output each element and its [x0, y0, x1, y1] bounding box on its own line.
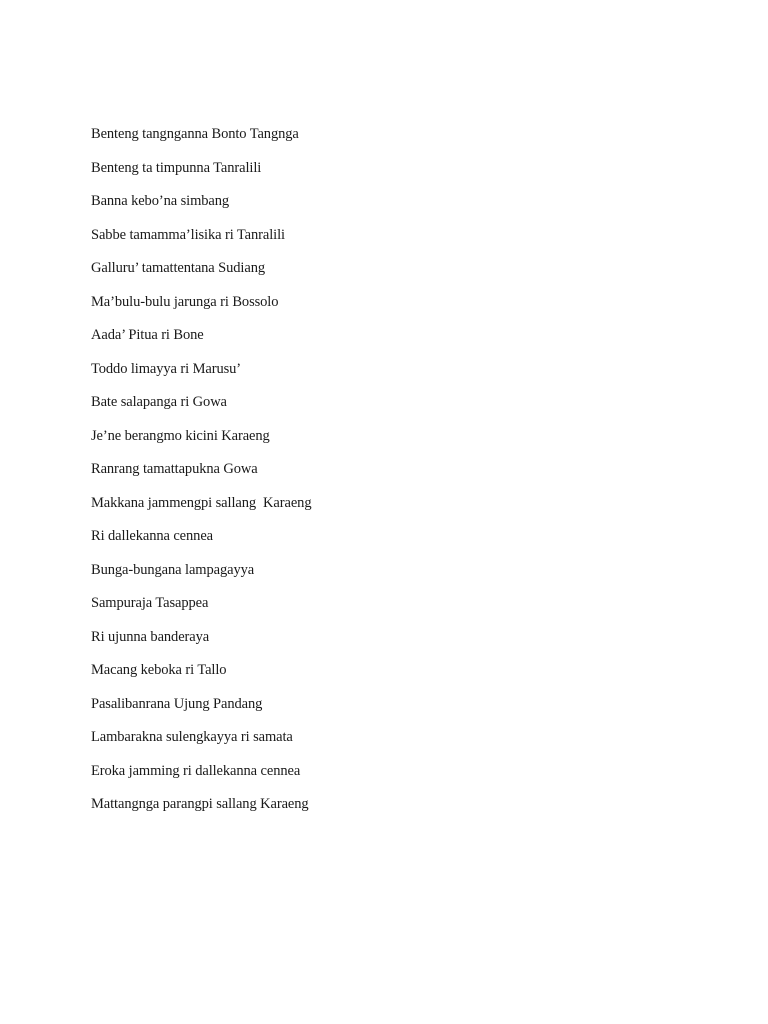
poem-text: [91, 124, 311, 828]
text-line: Galluru’ tamattentana Sudiang: [91, 260, 265, 276]
text-line: Ranrang tamattapukna Gowa: [91, 461, 258, 477]
text-line: Bate salapanga ri Gowa: [91, 394, 227, 410]
text-line: Aada’ Pitua ri Bone: [91, 327, 204, 343]
text-line: Benteng ta timpunna Tanralili: [91, 159, 262, 176]
text-line: Benteng tangnganna Bonto Tangnga: [91, 126, 299, 142]
text-line: Ri dallekanna cennea: [91, 528, 213, 544]
text-line: Banna kebo’na simbang: [91, 193, 230, 209]
text-line: Ma’bulu-bulu jarunga ri Bossolo: [91, 293, 279, 310]
text-line: Macang keboka ri Tallo: [91, 662, 227, 678]
text-line: Ri ujunna banderaya: [91, 628, 210, 645]
text-line: Makkana jammengpi sallang Karaeng: [91, 494, 312, 511]
text-line: Toddo limayya ri Marusu’: [91, 360, 242, 377]
text-line: Pasalibanrana Ujung Pandang: [91, 695, 263, 712]
text-line: Sampuraja Tasappea: [91, 595, 209, 611]
text-line: Mattangnga parangpi sallang Karaeng: [91, 796, 309, 812]
text-line: Lambarakna sulengkayya ri samata: [91, 729, 293, 745]
text-line: Eroka jamming ri dallekanna cennea: [91, 762, 301, 779]
text-line: Je’ne berangmo kicini Karaeng: [91, 427, 270, 444]
text-line: Sabbe tamamma’lisika ri Tanralili: [91, 226, 285, 243]
text-line: Bunga-bungana lampagayya: [91, 561, 255, 578]
